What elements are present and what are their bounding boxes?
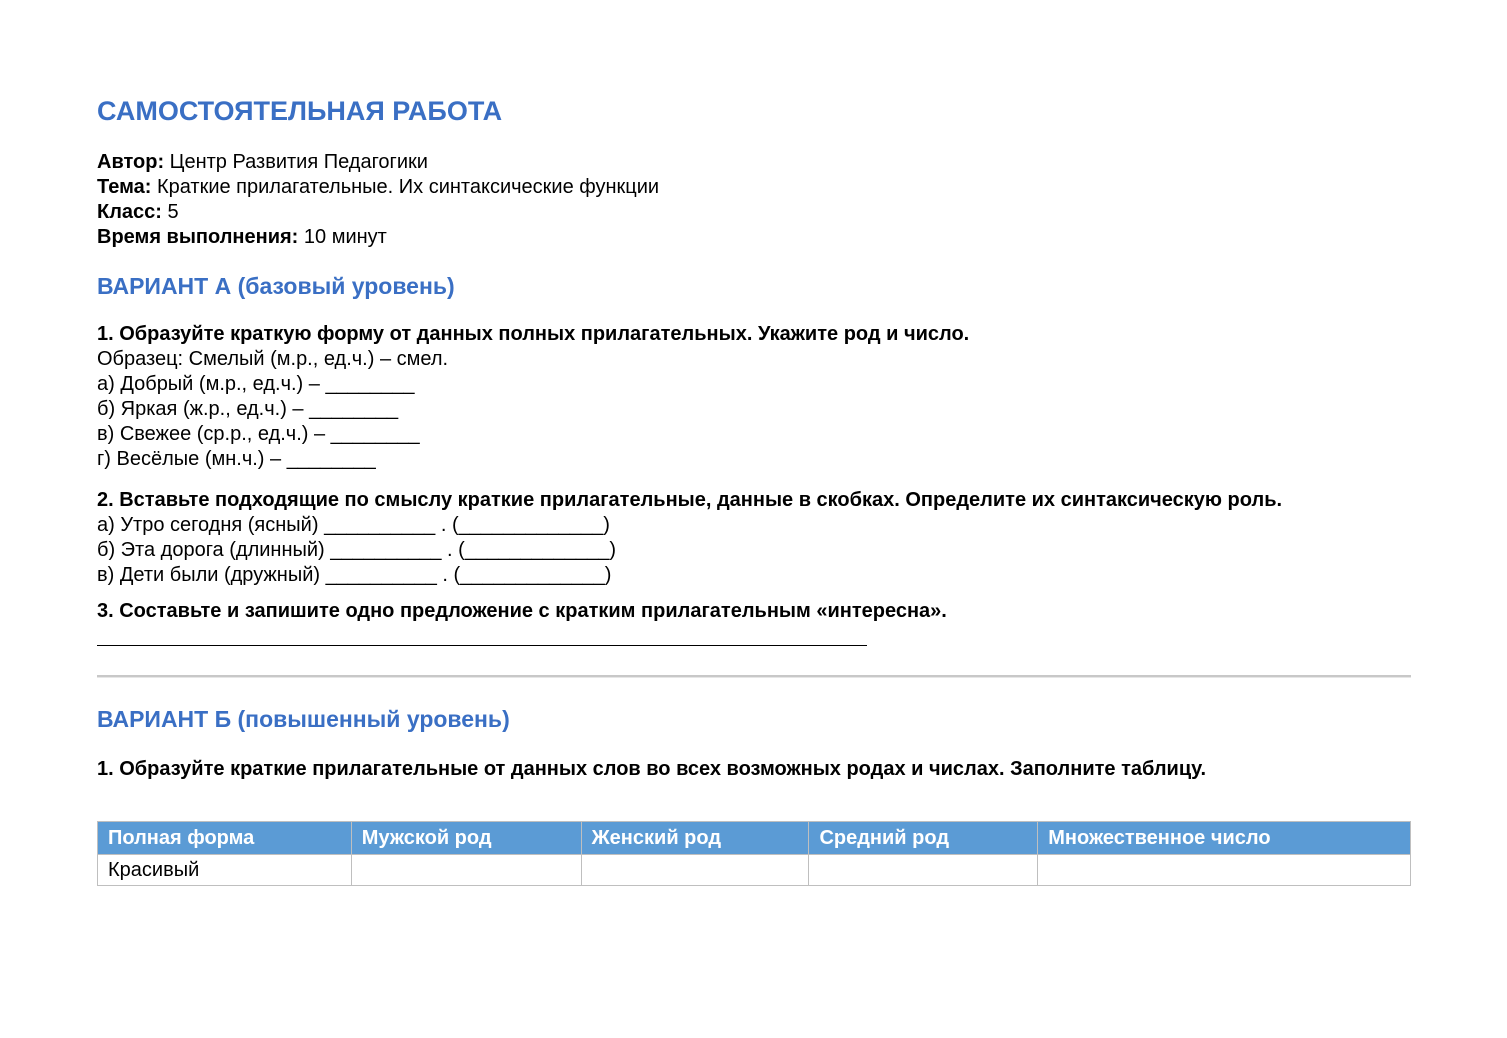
task-title: 2. Вставьте подходящие по смыслу краткие прилагательные, данные в скобках. Определите их синтаксическую роль. xyxy=(97,489,1283,511)
meta-author xyxy=(97,150,659,175)
task-line: Образец: Смелый (м.р., ед.ч.) – смел. xyxy=(97,348,449,370)
table-row xyxy=(98,855,1411,886)
task-title: 1. Образуйте краткие прилагательные от данных слов во всех возможных родах и числах. Заполните таблицу. xyxy=(97,758,1207,780)
table-header-cell: Мужской род xyxy=(351,822,581,855)
task-line: б) Эта дорога (длинный) __________ . (_____________) xyxy=(97,539,617,561)
meta-value: Центр Развития Педагогики xyxy=(164,151,428,173)
table-header-cell: Полная форма xyxy=(98,822,352,855)
meta-label: Автор: xyxy=(97,151,165,173)
table-header-row xyxy=(98,822,1411,855)
variant-b-heading: ВАРИАНТ Б (повышенный уровень) xyxy=(97,706,510,732)
meta-label: Тема: xyxy=(97,176,152,198)
meta-value: 10 минут xyxy=(298,226,387,248)
document-title: САМОСТОЯТЕЛЬНАЯ РАБОТА xyxy=(97,96,503,126)
meta-topic xyxy=(97,175,659,200)
task-line: г) Весёлые (мн.ч.) – ________ xyxy=(97,448,376,470)
table-cell[interactable] xyxy=(809,855,1038,886)
variant-a-task-1 xyxy=(97,322,969,472)
meta-value: Краткие прилагательные. Их синтаксические функции xyxy=(151,176,660,198)
section-divider xyxy=(97,675,1411,678)
variant-a-task-3 xyxy=(97,599,947,624)
answer-line xyxy=(97,645,867,646)
task-line: а) Добрый (м.р., ед.ч.) – ________ xyxy=(97,373,415,395)
meta-grade xyxy=(97,200,659,225)
meta-time xyxy=(97,225,659,250)
task-line: б) Яркая (ж.р., ед.ч.) – ________ xyxy=(97,398,399,420)
table-cell[interactable] xyxy=(581,855,809,886)
table-header-cell: Множественное число xyxy=(1038,822,1411,855)
task-line: в) Свежее (ср.р., ед.ч.) – ________ xyxy=(97,423,420,445)
task-line: в) Дети были (дружный) __________ . (_____________) xyxy=(97,564,612,586)
variant-b-task-1 xyxy=(97,757,1206,782)
task-title: 3. Составьте и запишите одно предложение с кратким прилагательным «интересна». xyxy=(97,600,947,622)
table-header-cell: Женский род xyxy=(581,822,809,855)
table-cell[interactable] xyxy=(351,855,581,886)
table-cell: Красивый xyxy=(98,855,352,886)
document-meta xyxy=(97,150,659,250)
forms-table xyxy=(97,821,1411,886)
task-line: а) Утро сегодня (ясный) __________ . (_____________) xyxy=(97,514,610,536)
table-header-cell: Средний род xyxy=(809,822,1038,855)
variant-a-heading: ВАРИАНТ А (базовый уровень) xyxy=(97,273,455,299)
meta-value: 5 xyxy=(161,201,179,223)
table-cell[interactable] xyxy=(1038,855,1411,886)
variant-a-task-2 xyxy=(97,488,1282,588)
task-title: 1. Образуйте краткую форму от данных полных прилагательных. Укажите род и число. xyxy=(97,323,970,345)
meta-label: Класс: xyxy=(97,201,162,223)
meta-label: Время выполнения: xyxy=(97,226,299,248)
